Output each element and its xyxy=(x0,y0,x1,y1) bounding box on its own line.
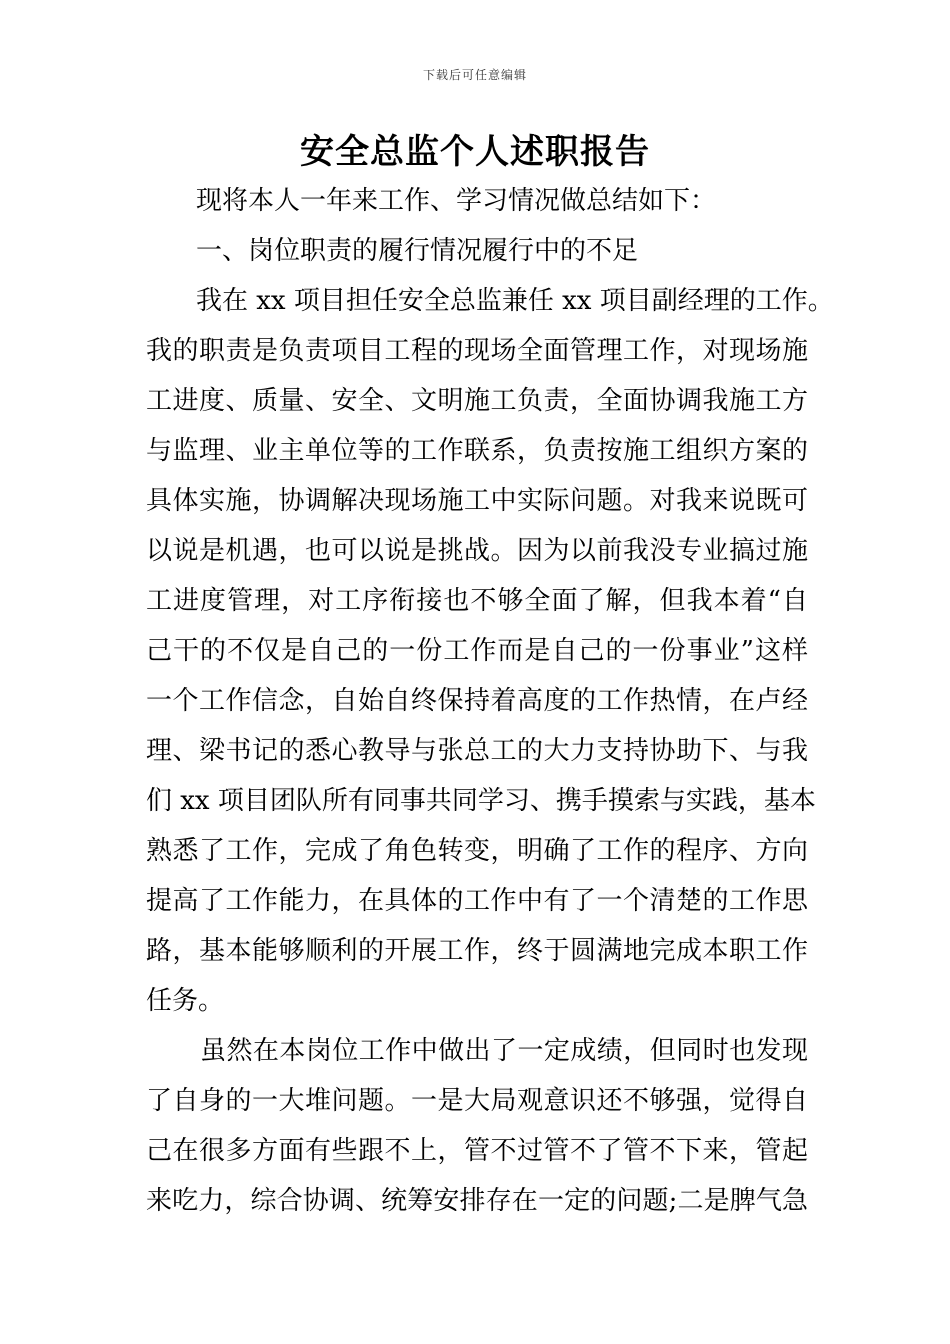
paragraph-line: 了自身的一大堆问题。一是大局观意识还不够强，觉得自 xyxy=(146,1086,808,1116)
paragraph-line: 理、梁书记的悉心教导与张总工的大力支持协助下、与我 xyxy=(146,736,808,766)
paragraph-line: 以说是机遇，也可以说是挑战。因为以前我没专业搞过施 xyxy=(146,536,808,566)
paragraph-line: 任务。 xyxy=(146,986,225,1016)
paragraph-line: 一个工作信念，自始自终保持着高度的工作热情，在卢经 xyxy=(146,686,808,716)
paragraph-line: 来吃力，综合协调、统筹安排存在一定的问题;二是脾气急 xyxy=(146,1186,808,1216)
header-note: 下载后可任意编辑 xyxy=(422,68,527,82)
paragraph-line: 具体实施，协调解决现场施工中实际问题。对我来说既可 xyxy=(146,486,808,516)
paragraph-line: 们 xx 项目团队所有同事共同学习、携手摸索与实践，基本 xyxy=(146,786,816,816)
paragraph-line: 路，基本能够顺利的开展工作，终于圆满地完成本职工作 xyxy=(146,936,808,966)
paragraph-line: 与监理、业主单位等的工作联系，负责按施工组织方案的 xyxy=(146,436,808,466)
paragraph-line: 己干的不仅是自己的一份工作而是自己的一份事业”这样 xyxy=(146,636,808,666)
paragraph-line: 虽然在本岗位工作中做出了一定成绩，但同时也发现 xyxy=(200,1036,808,1066)
paragraph-line: 我的职责是负责项目工程的现场全面管理工作，对现场施 xyxy=(146,336,808,366)
document-title: 安全总监个人述职报告 xyxy=(300,132,650,172)
paragraph-line: 工进度、质量、安全、文明施工负责，全面协调我施工方 xyxy=(146,386,808,416)
paragraph-line: 工进度管理，对工序衔接也不够全面了解，但我本着“自 xyxy=(146,586,808,616)
paragraph-line: 提高了工作能力，在具体的工作中有了一个清楚的工作思 xyxy=(146,886,808,916)
section-heading: 一、岗位职责的履行情况履行中的不足 xyxy=(196,236,639,266)
paragraph-line: 熟悉了工作，完成了角色转变，明确了工作的程序、方向 xyxy=(146,836,808,866)
paragraph-line: 己在很多方面有些跟不上，管不过管不了管不下来，管起 xyxy=(146,1136,808,1166)
intro-line: 现将本人一年来工作、学习情况做总结如下： xyxy=(196,186,717,216)
paragraph-line: 我在 xx 项目担任安全总监兼任 xx 项目副经理的工作。 xyxy=(196,286,834,316)
